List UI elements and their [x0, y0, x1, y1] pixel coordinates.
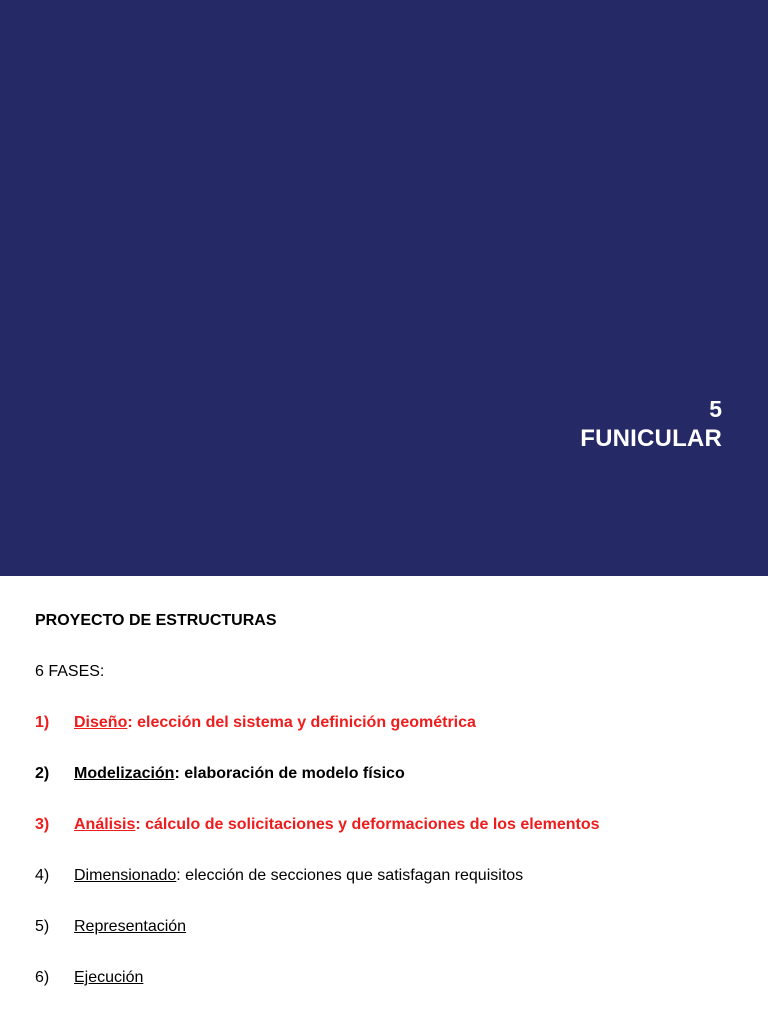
phase-item-dimensionado — [35, 865, 735, 887]
phase-number: 1) — [35, 714, 50, 731]
phase-description: : elección de secciones que satisfagan requisitos — [176, 867, 524, 884]
phase-number: 5) — [35, 918, 50, 935]
phase-number: 2) — [35, 765, 50, 782]
phases-subheading: 6 FASES: — [35, 663, 105, 680]
phase-term: Diseño — [74, 714, 128, 731]
phase-description: : cálculo de solicitaciones y deformaciones de los elementos — [135, 816, 600, 833]
chapter-title: FUNICULAR — [580, 425, 722, 452]
section-heading: PROYECTO DE ESTRUCTURAS — [35, 612, 277, 629]
phase-item-diseno — [35, 712, 735, 734]
phase-item-analisis — [35, 814, 735, 836]
phase-term: Ejecución — [74, 969, 144, 986]
phase-number: 3) — [35, 816, 50, 833]
phase-description: : elección del sistema y definición geométrica — [127, 714, 476, 731]
phase-number: 4) — [35, 867, 50, 884]
phase-term: Representación — [74, 918, 187, 935]
chapter-heading — [580, 394, 722, 454]
phase-item-modelizacion — [35, 763, 735, 785]
phase-item-ejecucion — [35, 967, 735, 989]
phase-term: Dimensionado — [74, 867, 177, 884]
phase-number: 6) — [35, 969, 50, 986]
phase-item-representacion — [35, 916, 735, 938]
content-body — [35, 610, 735, 1018]
chapter-number: 5 — [709, 396, 722, 422]
phase-description: : elaboración de modelo físico — [174, 765, 405, 782]
phase-list — [35, 712, 735, 989]
phase-term: Modelización — [74, 765, 175, 782]
phase-term: Análisis — [74, 816, 136, 833]
